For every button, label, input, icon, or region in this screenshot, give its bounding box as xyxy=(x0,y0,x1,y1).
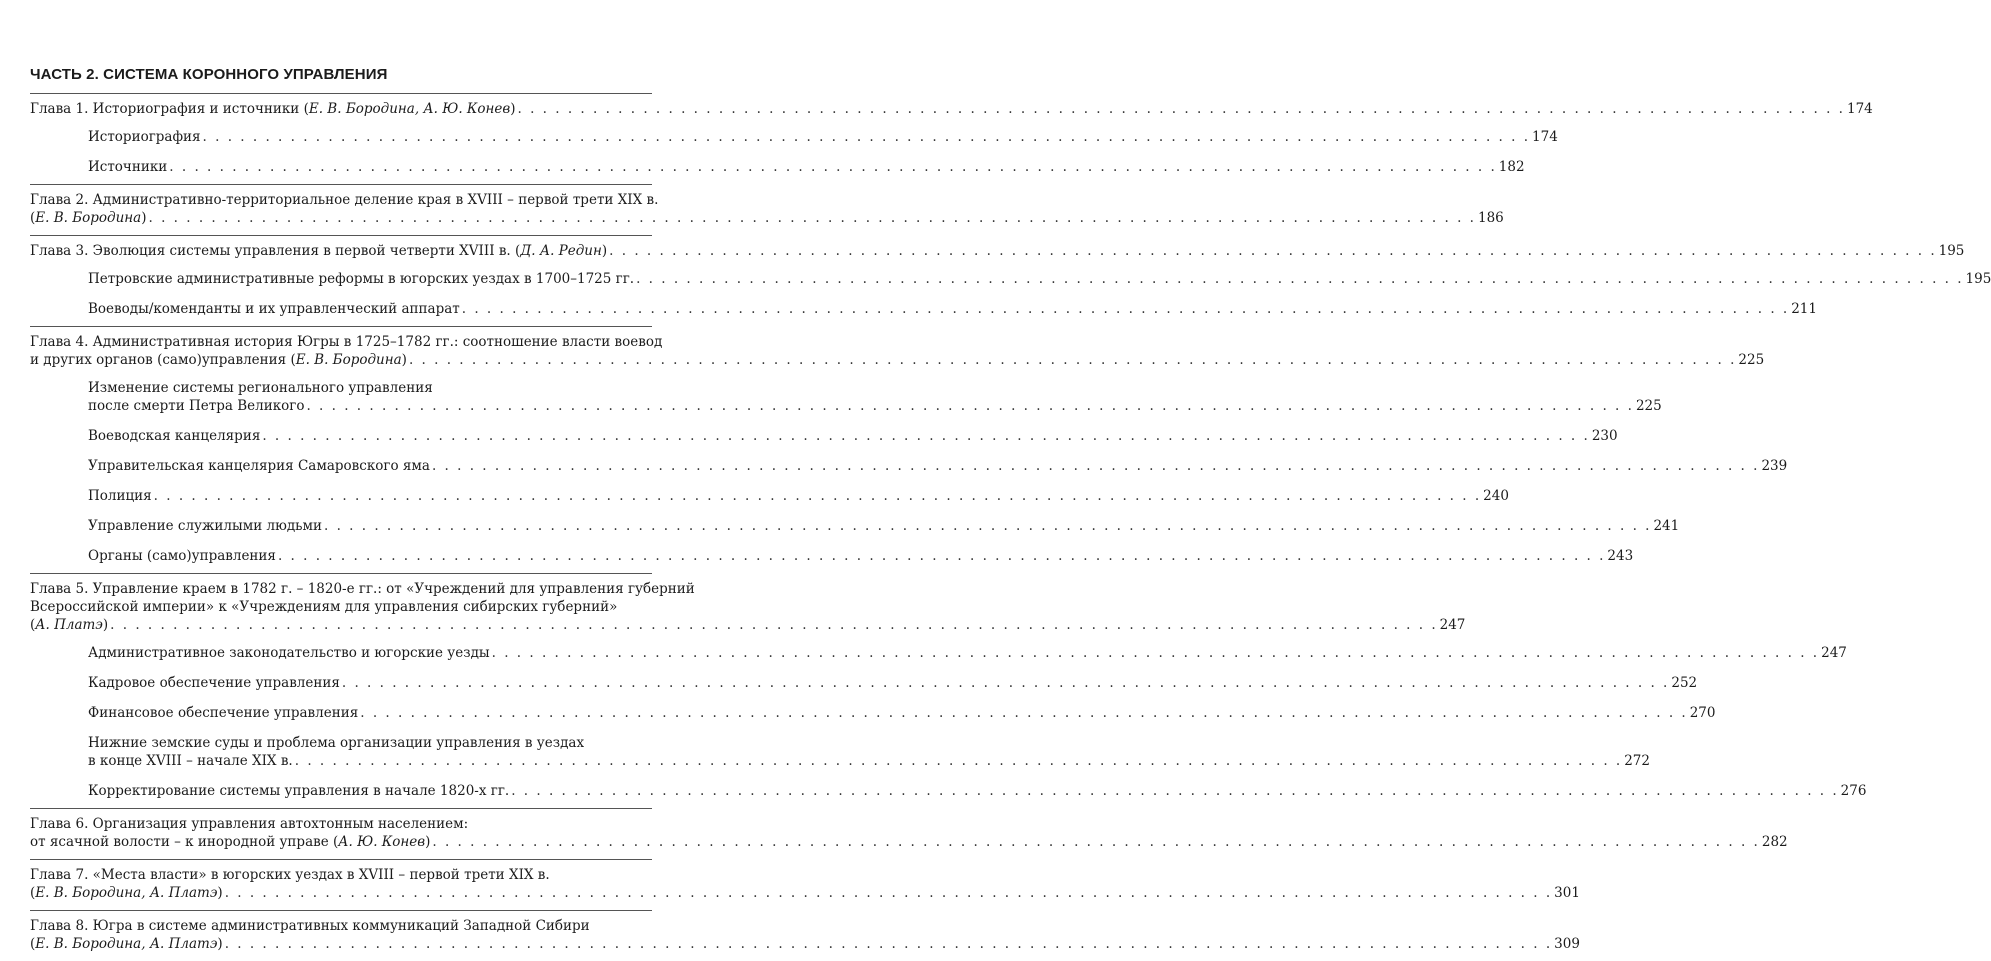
chapter-heading xyxy=(30,191,1504,227)
section-entry xyxy=(88,427,1618,445)
dot-leader xyxy=(225,935,1552,953)
entry-text xyxy=(30,598,617,616)
entry-line xyxy=(88,487,1509,505)
dot-leader xyxy=(203,128,1530,146)
entry-paren: ) xyxy=(217,885,223,901)
dot-leader xyxy=(518,100,1845,118)
entry-page: 272 xyxy=(1624,753,1650,769)
dot-leader xyxy=(462,300,1789,318)
entry-page: 301 xyxy=(1554,885,1580,901)
entry-page: 174 xyxy=(1846,101,1873,117)
entry-title: Управительская канцелярия Самаровского яма xyxy=(88,458,430,474)
section-entry xyxy=(88,734,1650,770)
section-entry xyxy=(88,782,1867,800)
entry-author: Д. А. Редин xyxy=(520,243,602,259)
entry-page: 309 xyxy=(1554,936,1580,952)
entry-author: А. Платэ xyxy=(35,617,103,633)
chapter-list xyxy=(30,93,1991,961)
entry-title: ( xyxy=(30,936,36,952)
entry-title: Глава 8. Югра в системе административных коммуникаций Западной Сибири xyxy=(30,918,590,934)
entry-text xyxy=(30,100,516,118)
dot-leader xyxy=(278,547,1605,565)
entry-title: Глава 4. Административная история Югры в 1725–1782 гг.: соотношение власти воевод xyxy=(30,334,663,350)
dot-leader xyxy=(149,209,1476,227)
entry-line xyxy=(88,547,1634,565)
section-entry xyxy=(88,270,1991,288)
entry-title: Нижние земские суды и проблема организации управления в уездах xyxy=(88,735,585,751)
entry-line xyxy=(30,833,1788,851)
entry-line xyxy=(30,100,1873,118)
entry-line xyxy=(88,128,1558,146)
entry-text xyxy=(30,866,550,884)
section-entry xyxy=(88,704,1716,722)
entry-title: Полиция xyxy=(88,488,152,504)
entry-paren: ) xyxy=(601,243,608,259)
chapter-block xyxy=(30,326,1788,573)
section-entry xyxy=(88,300,1817,318)
entry-text xyxy=(30,580,695,598)
chapter-block xyxy=(30,910,1580,961)
entry-page: 174 xyxy=(1532,129,1558,145)
entry-page: 182 xyxy=(1498,159,1525,175)
entry-title: Управление служилыми людьми xyxy=(88,518,322,534)
entry-paren: ) xyxy=(102,617,109,633)
chapter-block xyxy=(30,808,1788,859)
entry-title: ( xyxy=(30,885,36,901)
entry-line xyxy=(88,270,1991,288)
entry-line xyxy=(88,300,1817,318)
dot-leader xyxy=(324,517,1651,535)
section-entry xyxy=(88,379,1662,415)
entry-title: Воеводская канцелярия xyxy=(88,428,261,444)
entry-text xyxy=(30,833,430,851)
entry-line xyxy=(30,580,695,598)
entry-page: 211 xyxy=(1791,301,1817,317)
entry-title: Корректирование системы управления в начале 1820-х гг. xyxy=(88,783,510,799)
entry-line xyxy=(88,517,1680,535)
entry-text xyxy=(30,815,468,833)
entry-line xyxy=(30,242,1965,260)
entry-title: Глава 5. Управление краем в 1782 г. – 1820-е гг.: от «Учреждений для управления губерний xyxy=(30,581,695,597)
entry-page: 270 xyxy=(1689,705,1716,721)
dot-leader xyxy=(262,427,1589,445)
part-title: ЧАСТЬ 2. СИСТЕМА КОРОННОГО УПРАВЛЕНИЯ xyxy=(30,66,388,83)
entry-title: ( xyxy=(30,617,36,633)
section-entry xyxy=(88,158,1525,176)
entry-title: Глава 3. Эволюция системы управления в первой четверти XVIII в. ( xyxy=(30,243,521,259)
entry-title: от ясачной волости – к инородной управе ( xyxy=(30,834,339,850)
dot-leader xyxy=(492,644,1819,662)
entry-page: 247 xyxy=(1439,617,1466,633)
entry-line xyxy=(30,333,663,351)
entry-page: 239 xyxy=(1761,458,1788,474)
section-entry xyxy=(88,644,1847,662)
chapter-heading xyxy=(30,917,1580,953)
entry-page: 243 xyxy=(1607,548,1634,564)
entry-page: 195 xyxy=(1965,271,1991,287)
entry-title: Административное законодательство и югорские уезды xyxy=(88,645,490,661)
entry-author: А. Ю. Конев xyxy=(338,834,426,850)
entry-author: Е. В. Бородина, А. Платэ xyxy=(35,936,218,952)
entry-line xyxy=(30,191,659,209)
section-entry xyxy=(88,457,1788,475)
section-entry xyxy=(88,487,1509,505)
table-of-contents xyxy=(30,66,1991,961)
entry-title: Петровские административные реформы в югорских уездах в 1700–1725 гг. xyxy=(88,271,635,287)
entry-title: Воеводы/коменданты и их управленческий аппарат xyxy=(88,301,460,317)
entry-title: Изменение системы регионального управления xyxy=(88,380,433,396)
entry-line xyxy=(30,884,1580,902)
chapter-block xyxy=(30,93,1873,184)
entry-line xyxy=(30,209,1504,227)
entry-title: Всероссийской империи» к «Учреждениям для управления сибирских губерний» xyxy=(30,599,618,615)
entry-line xyxy=(30,917,652,935)
entry-line xyxy=(88,704,1716,722)
dot-leader xyxy=(306,397,1633,415)
entry-page: 225 xyxy=(1738,352,1765,368)
chapter-heading xyxy=(30,866,1580,902)
chapter-heading xyxy=(30,815,1788,851)
entry-page: 282 xyxy=(1761,834,1788,850)
entry-title: Кадровое обеспечение управления xyxy=(88,675,340,691)
entry-text xyxy=(30,209,147,227)
entry-line xyxy=(88,158,1525,176)
entry-text xyxy=(30,935,223,953)
dot-leader xyxy=(511,782,1838,800)
chapter-block xyxy=(30,184,1504,235)
entry-line xyxy=(88,644,1847,662)
dot-leader xyxy=(636,270,1963,288)
entry-text xyxy=(30,242,607,260)
entry-page: 252 xyxy=(1671,675,1698,691)
entry-paren: ) xyxy=(141,210,147,226)
chapter-heading xyxy=(30,333,1765,369)
section-entry xyxy=(88,128,1558,146)
entry-line xyxy=(88,457,1788,475)
entry-page: 225 xyxy=(1635,398,1662,414)
entry-line xyxy=(88,379,652,397)
entry-text xyxy=(30,616,108,634)
dot-leader xyxy=(432,457,1759,475)
entry-line xyxy=(30,815,652,833)
section-entry xyxy=(88,674,1698,692)
entry-title: ( xyxy=(30,210,36,226)
entry-text xyxy=(30,351,407,369)
entry-page: 230 xyxy=(1591,428,1618,444)
entry-author: Е. В. Бородина, А. Ю. Конев xyxy=(308,101,511,117)
entry-line xyxy=(88,752,1650,770)
entry-title: Глава 6. Организация управления автохтонным населением: xyxy=(30,816,469,832)
entry-page: 195 xyxy=(1938,243,1965,259)
chapter-block xyxy=(30,235,1991,326)
dot-leader xyxy=(110,616,1437,634)
entry-line xyxy=(30,616,1466,634)
chapter-heading xyxy=(30,100,1873,118)
entry-text xyxy=(30,191,658,209)
chapter-heading xyxy=(30,580,1466,634)
entry-line xyxy=(30,935,1580,953)
chapter-heading xyxy=(30,242,1965,260)
entry-title: Историография xyxy=(88,129,201,145)
entry-paren: ) xyxy=(401,352,407,368)
entry-line xyxy=(30,351,1765,369)
entry-paren: ) xyxy=(217,936,223,952)
entry-author: Е. В. Бородина xyxy=(35,210,142,226)
entry-title: Глава 7. «Места власти» в югорских уездах в XVIII – первой трети XIX в. xyxy=(30,867,550,883)
entry-title: Источники xyxy=(88,159,168,175)
entry-page: 247 xyxy=(1821,645,1847,661)
entry-page: 241 xyxy=(1653,518,1680,534)
entry-paren: ) xyxy=(510,101,516,117)
dot-leader xyxy=(409,351,1736,369)
entry-line xyxy=(30,866,652,884)
entry-title: и других органов (само)управления ( xyxy=(30,352,296,368)
entry-text xyxy=(30,333,662,351)
entry-author: Е. В. Бородина xyxy=(295,352,402,368)
entry-line xyxy=(30,598,652,616)
dot-leader xyxy=(342,674,1669,692)
entry-title: Органы (само)управления xyxy=(88,548,276,564)
entry-line xyxy=(88,427,1618,445)
dot-leader xyxy=(169,158,1496,176)
dot-leader xyxy=(432,833,1759,851)
entry-author: Е. В. Бородина, А. Платэ xyxy=(35,885,218,901)
dot-leader xyxy=(154,487,1481,505)
entry-line xyxy=(88,674,1698,692)
section-entry xyxy=(88,517,1680,535)
dot-leader xyxy=(609,242,1936,260)
entry-page: 276 xyxy=(1840,783,1867,799)
entry-text xyxy=(30,917,590,935)
entry-title: Финансовое обеспечение управления xyxy=(88,705,359,721)
entry-line xyxy=(88,397,1662,415)
dot-leader xyxy=(360,704,1687,722)
entry-page: 186 xyxy=(1477,210,1504,226)
entry-line xyxy=(88,734,652,752)
entry-page: 240 xyxy=(1483,488,1509,504)
chapter-block xyxy=(30,859,1580,910)
chapter-block xyxy=(30,573,1867,808)
section-entry xyxy=(88,547,1634,565)
dot-leader xyxy=(295,752,1622,770)
entry-title: Глава 1. Историография и источники ( xyxy=(30,101,309,117)
entry-paren: ) xyxy=(425,834,431,850)
entry-title: после смерти Петра Великого xyxy=(88,398,305,414)
dot-leader xyxy=(225,884,1552,902)
entry-line xyxy=(88,782,1867,800)
entry-title: в конце XVIII – начале XIX в. xyxy=(88,753,293,769)
entry-title: Глава 2. Административно-территориальное деление края в XVIII – первой трети XIX в. xyxy=(30,192,659,208)
entry-text xyxy=(30,884,223,902)
